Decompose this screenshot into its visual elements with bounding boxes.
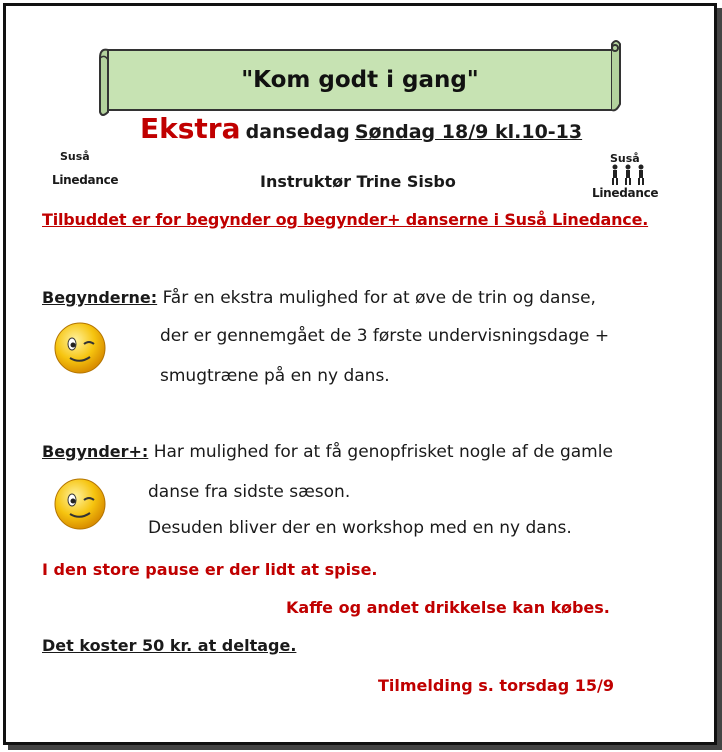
headline-dansedag: dansedag xyxy=(245,121,350,143)
headline-extra: Ekstra xyxy=(140,112,241,145)
title-banner xyxy=(96,40,624,122)
beginners-plus-text2: danse fra sidste sæson. xyxy=(148,482,351,502)
beginners-line1 xyxy=(42,288,596,308)
linedance-logo-right xyxy=(592,152,662,202)
beginners-plus-text3: Desuden bliver der en workshop med en ny dans. xyxy=(148,518,572,538)
signup-text: Tilmelding s. torsdag 15/9 xyxy=(378,676,614,695)
beginners-plus-label: Begynder+: xyxy=(42,442,149,461)
linedance-logo-left xyxy=(52,150,122,200)
banner-title: "Kom godt i gang" xyxy=(241,67,479,93)
logo-line2: Linedance xyxy=(592,186,659,200)
beginners-label: Begynderne: xyxy=(42,288,158,307)
coffee-note: Kaffe og andet drikkelse kan købes. xyxy=(286,598,610,617)
beginners-text1: Får en ekstra mulighed for at øve de trin og danse, xyxy=(162,288,596,308)
winking-smiley-icon xyxy=(52,476,108,532)
price-text: Det koster 50 kr. at deltage. xyxy=(42,636,297,655)
dancers-icon xyxy=(608,164,648,186)
offer-text: Tilbuddet er for begynder og begynder+ danserne i Suså Linedance. xyxy=(42,210,649,229)
break-note: I den store pause er der lidt at spise. xyxy=(42,560,378,579)
winking-smiley-icon xyxy=(52,320,108,376)
beginners-text3: smugtræne på en ny dans. xyxy=(160,366,390,386)
beginners-plus-line1 xyxy=(42,442,613,462)
logo-line1: Suså xyxy=(610,152,640,165)
instructor: Instruktør Trine Sisbo xyxy=(260,172,456,191)
headline xyxy=(140,112,582,145)
logo-line2: Linedance xyxy=(52,173,119,187)
headline-date: Søndag 18/9 kl.10-13 xyxy=(354,121,583,143)
beginners-plus-text1: Har mulighed for at få genopfrisket nogle af de gamle xyxy=(153,442,613,462)
beginners-text2: der er gennemgået de 3 første undervisningsdage + xyxy=(160,326,610,346)
logo-line1: Suså xyxy=(60,150,90,163)
